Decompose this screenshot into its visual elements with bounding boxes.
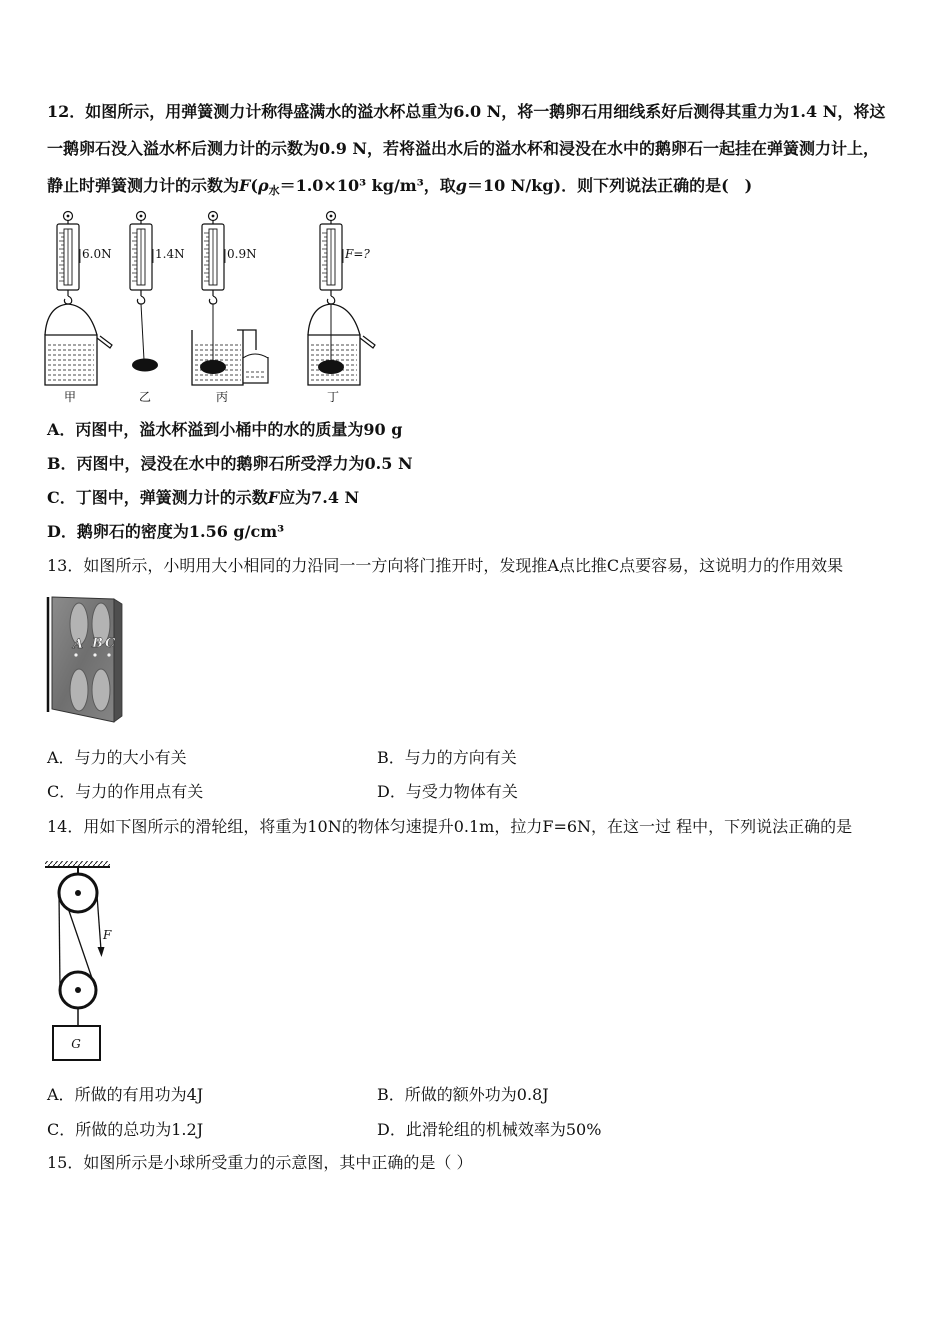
q12-figure-spring-scales [0,200,400,415]
q13-stem: 13．如图所示，小明用大小相同的力沿同一一方向将门推开时，发现推A点比推C点要容易，这说明力的作用效果 [47,556,844,575]
scale-bing-reading: 0.9N [227,247,257,261]
option-text: 所做的总功为1.2J [75,1120,204,1139]
door-point-c-dot [107,653,110,656]
door-inset-bottom-right [92,669,110,711]
option-label: A． [47,420,76,439]
q12-stem-line-1: 12．如图所示，用弹簧测力计称得盛满水的溢水杯总重为6.0 N，将一鹅卵石用细线系好后测得其重力为1.4 N，将这 [47,102,886,121]
q12-stem-line-2: 一鹅卵石没入溢水杯后测力计的示数为0.9 N，若将溢出水后的溢水杯和浸没在水中的鹅卵石一起挂在弹簧测力计上， [47,139,880,158]
option-text: 所做的额外功为0.8J [404,1085,549,1104]
door-point-b-label: B [92,636,103,651]
option-text: 丁图中，弹簧测力计的示数 [75,488,268,507]
scale-jia-reading: 6.0N [82,247,112,261]
q13-option-c [47,775,377,809]
caption-bing: 丙 [215,390,229,404]
q14-option-d [377,1112,707,1147]
q13-figure-door [40,590,130,730]
scale-ding-reading: F=? [345,247,370,261]
q14-options-row-2 [47,1112,927,1147]
q12-stem-line-3 [47,167,927,204]
option-text: 与受力物体有关 [405,782,518,801]
overflow-spout-ding [360,336,375,348]
q12-rho-subscript: 水 [268,184,280,197]
q12-stem-text-a: 静止时弹簧测力计的示数为 [47,176,240,195]
option-label: B． [377,748,405,767]
door-edge [114,599,122,722]
scale-yi-reading: 1.4N [155,247,185,261]
rope-middle [68,908,95,987]
option-label: D． [47,522,77,541]
option-label: D． [377,1120,406,1139]
caption-ding: 丁 [326,390,340,404]
door-point-a-label: A [73,637,84,652]
q12-options [47,413,927,549]
q12-stem-text-d: ＝10 N/kg)．则下列说法正确的是( ) [466,176,753,195]
option-label: C． [47,488,76,507]
option-label: C． [47,782,76,801]
q12-option-c [47,481,927,515]
pebble-ding [318,360,344,374]
option-text: 应为7.4 N [279,488,360,507]
scale-yi [130,212,185,372]
q12-option-b [47,447,927,481]
rope-left [59,893,60,990]
scale-bing [192,212,268,386]
door-point-b-dot [93,653,96,656]
option-text: 与力的大小有关 [74,748,187,767]
option-label: C． [47,1120,76,1139]
q13-option-b [377,741,707,775]
q14-figure-pulley [40,856,120,1066]
force-arrow-head [98,947,105,957]
q14-option-a [47,1077,377,1112]
caption-yi: 乙 [138,390,152,404]
force-label: F [103,928,112,942]
q13-options-row-2 [47,775,927,809]
option-label: A． [47,748,75,767]
door-inset-bottom-left [70,669,88,711]
overflow-spout-jia [97,336,112,348]
option-text: 与力的方向有关 [404,748,517,767]
q13-options-row-1 [47,741,927,775]
q15-stem: 15．如图所示是小球所受重力的示意图，其中正确的是（ ） [47,1153,473,1172]
option-text: 丙图中，浸没在水中的鹅卵石所受浮力为0.5 N [76,454,413,473]
q13-options [47,741,927,809]
q14-options [47,1077,927,1147]
overflow-cup-bing [192,330,243,385]
scale-jia [45,212,112,386]
option-label: B． [377,1085,405,1104]
q12-stem [47,93,927,204]
option-text: 丙图中，溢水杯溢到小桶中的水的质量为90 g [75,420,403,439]
caption-jia: 甲 [63,390,77,404]
q12-g-symbol: g [455,176,467,195]
pebble-bing [200,360,226,374]
option-text: 所做的有用功为4J [74,1085,204,1104]
overflow-cup-lid-ding [308,304,360,335]
overflow-cup-lid-jia [45,304,97,335]
option-text: 鹅卵石的密度为1.56 g/cm³ [76,522,285,541]
q14-option-c [47,1112,377,1147]
q13-option-d [377,775,707,809]
small-bucket [243,357,268,383]
door-point-c-label: C [105,636,116,651]
q12-force-symbol: F [239,176,251,195]
option-text: 此滑轮组的机械效率为50% [405,1120,602,1139]
q14-options-row-1 [47,1077,927,1112]
option-label: A． [47,1085,75,1104]
rope-free-end [97,895,101,950]
scale-ding [308,212,375,386]
q12-stem-text-b: ( [250,176,258,195]
q12-stem-text-c: ＝1.0×10³ kg/m³，取 [279,176,456,195]
option-label: D． [377,782,406,801]
door-point-a-dot [74,653,77,656]
option-label: B． [47,454,77,473]
q14-option-b [377,1077,707,1112]
q14-stem: 14．用如下图所示的滑轮组，将重为10N的物体匀速提升0.1m，拉力F=6N，在这一过 程中，下列说法正确的是 [47,817,853,836]
option-text: 与力的作用点有关 [75,782,204,801]
load-weight-label: G [71,1037,81,1051]
q13-option-a [47,741,377,775]
q12-option-d [47,515,927,549]
q12-rho-symbol: ρ [257,176,269,195]
pebble-yi [132,359,158,372]
option-force-symbol: F [267,488,280,507]
q12-option-a [47,413,927,447]
